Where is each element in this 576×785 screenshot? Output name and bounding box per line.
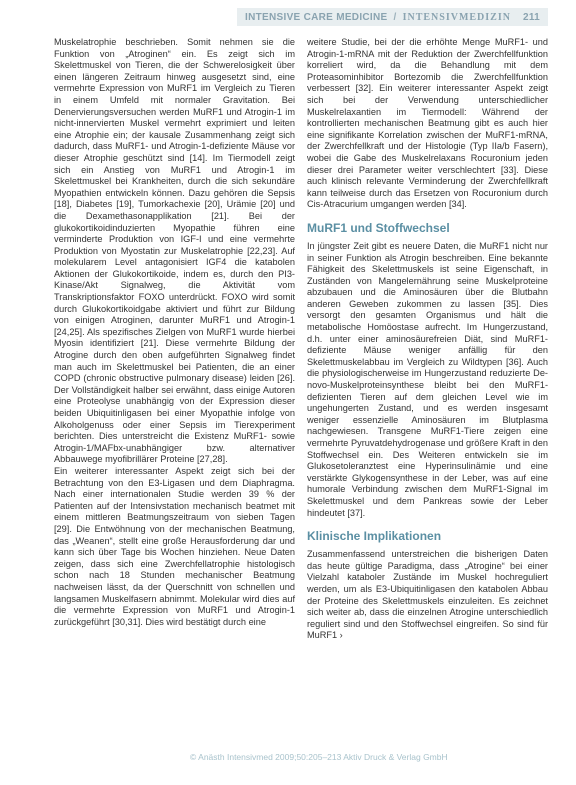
section-text-clinical: Zusammenfassend unterstreichen die bisherigen Daten das heute gültige Paradigma, dass „Atrogine“ bei einer Vielzahl kataboler Zustände im Muskel hochreguliert werden, um als E3-Ubiquitinligasen den katabolen Abbau der Proteine des Skelettmuskels einzuleiten. Es zeichnet sich weiter ab, dass die einzelnen Atrogine unterschiedlich reguliert sind und den Stoffwechsel eingreifen. So sind für MuRF1 › (307, 549, 548, 641)
section-text-murf1: In jüngster Zeit gibt es neuere Daten, die MuRF1 nicht nur in seiner Funktion als Atrogin beschreiben. Eine bekannte Fähigkeit des Skelettmuskels ist seine Eigenschaft, in Zuständen von Mangelernährung seine Muskelproteine abzubauen und die Aminosäuren über die Blutbahn anderen Geweben zukommen zu lassen [35]. Dies versorgt den gesamten Organismus und hält die metabolische Homöostase aufrecht. Im Hungerzustand, d.h. unter einer aminosäurefreien Diät, sind MuRF1-defiziente Mäuse weniger anfällig für den Skelettmuskelabbau im Vergleich zu Wildtypen [36]. Auch die physiologischerweise im Hungerzustand reduzierte De-novo-Muskelproteinsynthese bleibt bei den MuRF1-defizienten Tieren auf dem gleichen Level wie im ungehungerten Zustand, und es werden insgesamt weniger essenzielle Aminosäuren im Blutplasma nachgewiesen. Transgene MuRF1-Tiere zeigen eine vermehrte Pyruvatdehydrogenase und größere Kraft in den Stoffwechsel ein. Des Weiteren entwickeln sie im Glukosetoleranztest eine Hyperinsulinämie und eine verstärkte Glykogensynthese in der Leber, was auf eine humorale Verbindung zwischen dem MuRF1-Signal im Skelettmuskel und dem Pankreas sowie der Leber hindeutet [37]. (307, 240, 548, 518)
header-separator: / (393, 11, 397, 23)
header-left-title: INTENSIVE CARE MEDICINE (245, 11, 388, 23)
right-intro-paragraph: weitere Studie, bei der die erhöhte Menge MuRF1- und Atrogin-1-mRNA mit der Reduktion der Zwerchfellfunktion korreliert wird, da die Behandlung mit dem Proteasominhibitor Bortezomib die Zwerchfellfunktion verbessert [32]. Ein weiterer interessanter Aspekt zeigt sich bei der Verwendung unterschiedlicher Muskelrelaxantien im Tiermodell: Während der kontrollierten mechanischen Beatmung gibt es auch hier eine signifikante Korrelation zwischen der MuRF1-mRNA, der Zwerchfellkraft und der Histologie (Typ IIa/b Fasern), wobei die Gabe des Muskelrelaxans Rocuronium jeden dieser drei Parameter weiter verschlechtert [33]. Diese auch klinisch relevante Verminderung der Zwerchfellkraft kann teilweise durch das Ersetzen von Rocuronium durch Cis-Atracurium umgangen werden [34]. (307, 37, 548, 210)
running-header (0, 0, 576, 30)
right-column (307, 37, 548, 727)
section-heading-murf1: MuRF1 und Stoffwechsel (307, 220, 450, 235)
left-paragraph-1: Muskelatrophie beschrieben. Somit nehmen sie die Funktion von „Atroginen“ ein. Es zeigt sich im Skelettmuskel von Tieren, die der Schwerelosigkeit über einen längeren Zeitraum hinweg ausgesetzt sind, eine vermehrte Expression von MuRF1 im Vergleich zu Tieren in einem Umfeld mit normaler Gravitation. Bei Denervierungsversuchen werden MuRF1 und Atrogin-1 im nicht-innervierten Muskel vermehrt exprimiert und leiten eine Atrophie ein; der kausale Zusammenhang zeigt sich dadurch, dass MuRF1- und Atrogin-1-defiziente Mäuse vor dieser Atrophie geschützt sind [14]. Im Tiermodell zeigt sich ein Anstieg von MuRF1 und Atrogin-1 im Skelettmuskel bei Krankheiten, durch die sich sekundäre Myopathien entwickeln können. Dazu gehören die Sepsis [18], Diabetes [19], Tumorkachexie [20], Urämie [20] und die Dexamethasonapplikation [21]. Bei der glukokortikoidinduzierten Myopathie führen eine verminderte Produktion von IGF-I und eine vermehrte Produktion von Myostatin zur Muskelatrophie [22,23]. Auf molekularem Level antagonisiert IGF4 die katabolen Aktionen der Glukokortikoide, indem es, durch den PI3-Kinase/Akt Signalweg, die Aktivität vom Transkriptionsfaktor FOXO unterdrückt. FOXO wird somit durch Glukokortikoidgabe aktiviert und führt zur Bildung von einigen Atroginen, darunter MuRF1 und Atrogin-1 [24,25]. Als spezifisches Zielgen von MuRF1 wurde hierbei Myosin identifiziert [21]. Diese vermehrte Bildung der Atrogine durch den oben aufgeführten Signalweg findet man auch im Skelettmuskel bei Patienten, die an einer COPD (chronic obstructive pulmonary disease) leiden [26]. Der Vollständigkeit halber sei erwähnt, dass einige Autoren eine Proteolyse unabhängig von der Expression dieser beiden Ubiquitinligasen bei einer Myopathie infolge von Alkoholgenuss oder einer Sepsis im Tierexperiment berichten. Dies unterstreicht die Existenz MuRF1- sowie Atrogin-1/MAFbx-unabhängiger bzw. alternativer Abbauwege myofibrillärer Proteine [27,28]. (54, 37, 295, 465)
left-paragraph-2: Ein weiterer interessanter Aspekt zeigt sich bei der Betrachtung von den E3-Ligasen und dem Diaphragma. Nach einer internationalen Studie werden 39 % der Patienten auf der Intensivstation mechanisch beatmet mit einem mittleren Beatmungszeitraum von sieben Tagen [29]. Die Entwöhnung von der mechanischen Beatmung, das „Weanen“, stellt eine große Herausforderung dar und kann sich über Tage bis Wochen hinziehen. Neue Daten zeigen, dass sich eine Zwerchfellatrophie histologisch schon nach 18 Stunden mechanischer Beatmung nachweisen lässt, da der Querschnitt von schnellen und langsamen Muskelfasern abnimmt. Molekular wird dies auf die vermehrte Expression von MuRF1 und Atrogin-1 zurückgeführt [30,31]. Dies wird bestätigt durch eine (54, 465, 295, 627)
header-label (237, 8, 548, 26)
left-column (54, 37, 295, 727)
header-right-title: INTENSIVMEDIZIN (402, 11, 511, 23)
page-number: 211 (522, 11, 540, 23)
page-footer: © Anästh Intensivmed 2009;50:205–213 Aktiv Druck & Verlag GmbH (190, 752, 448, 762)
section-heading-clinical: Klinische Implikationen (307, 529, 442, 544)
article-body (54, 37, 548, 727)
